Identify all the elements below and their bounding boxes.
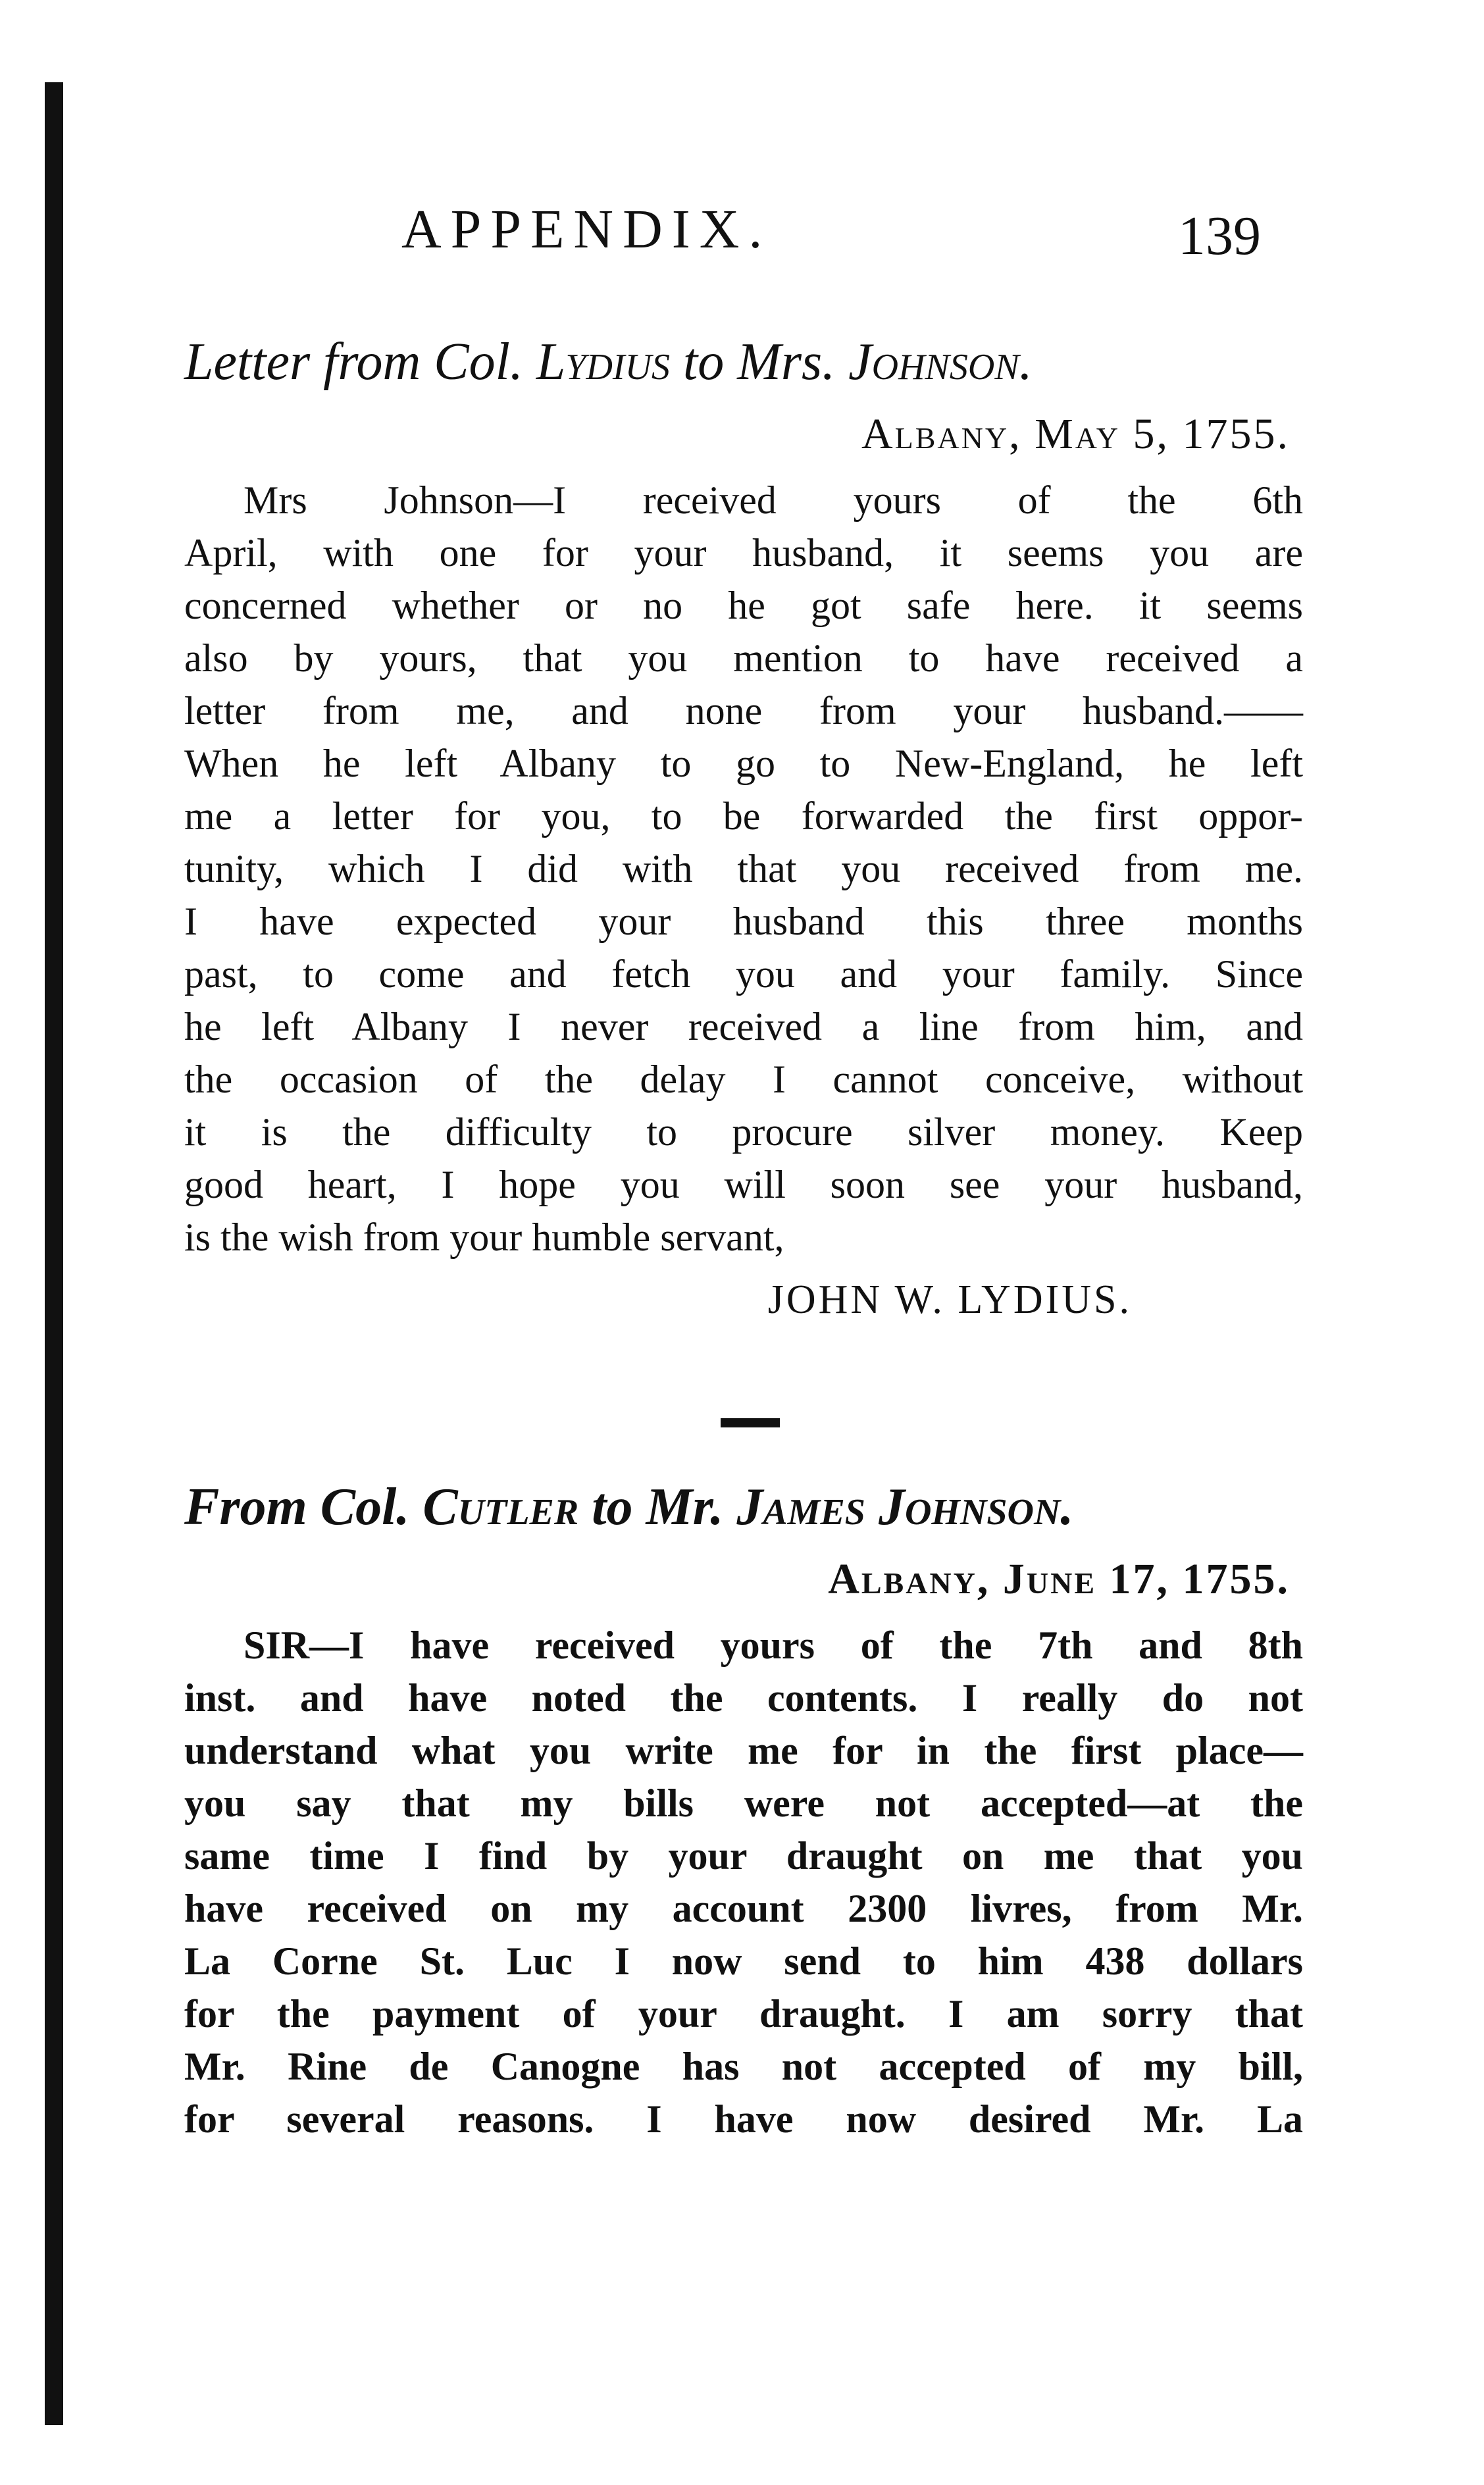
page-binding-edge bbox=[45, 82, 63, 2425]
letter-1-signature: JOHN W. LYDIUS. bbox=[767, 1277, 1132, 1322]
body-line: SIR—I have received yours of the 7th and 8th bbox=[243, 1624, 1303, 1667]
body-line: he left Albany I never received a line from him, and bbox=[184, 1005, 1303, 1048]
body-line: is the wish from your humble servant, bbox=[184, 1216, 784, 1259]
letter-1-title-mid: to Mrs. bbox=[670, 333, 849, 391]
running-head: APPENDIX. bbox=[401, 199, 772, 260]
body-line: same time I find by your draught on me that you bbox=[184, 1834, 1303, 1878]
letter-1-title-prefix: Letter from Col. bbox=[184, 333, 536, 391]
body-line: tunity, which I did with that you received from me. bbox=[184, 847, 1303, 890]
body-line: La Corne St. Luc I now send to him 438 dollars bbox=[184, 1939, 1303, 1983]
body-line: past, to come and fetch you and your family. Since bbox=[184, 952, 1303, 996]
letter-1-title bbox=[184, 322, 1303, 401]
body-line: inst. and have noted the contents. I really do not bbox=[184, 1676, 1303, 1720]
body-line: also by yours, that you mention to have received a bbox=[184, 636, 1303, 680]
body-line: Mrs Johnson—I received yours of the 6th bbox=[243, 478, 1303, 522]
page-number: 139 bbox=[1178, 205, 1261, 267]
letter-1-dateline: Albany, May 5, 1755. bbox=[861, 410, 1290, 458]
letter-2-recipient: James Johnson bbox=[736, 1478, 1061, 1536]
body-line: for several reasons. I have now desired Mr. La bbox=[184, 2097, 1303, 2141]
letter-2-title-prefix: From Col. bbox=[184, 1478, 423, 1536]
letter-2-sender: Cutler bbox=[422, 1478, 579, 1536]
body-line: letter from me, and none from your husband.—— bbox=[184, 689, 1303, 732]
body-line: I have expected your husband this three months bbox=[184, 900, 1303, 943]
letter-2-title-mid: to Mr. bbox=[578, 1478, 737, 1536]
body-line: the occasion of the delay I cannot conceive, without bbox=[184, 1058, 1303, 1101]
body-line: April, with one for your husband, it seems you are bbox=[184, 531, 1303, 575]
body-line: it is the difficulty to procure silver money. Keep bbox=[184, 1110, 1303, 1154]
letter-1-body bbox=[184, 474, 1303, 1264]
letter-1-title-end: . bbox=[1019, 333, 1033, 391]
letter-1-sender: Lydius bbox=[536, 333, 671, 391]
body-line: have received on my account 2300 livres, from Mr. bbox=[184, 1887, 1303, 1930]
body-line: understand what you write me for in the first place— bbox=[184, 1729, 1303, 1772]
page-header bbox=[401, 197, 1323, 276]
section-divider bbox=[721, 1418, 780, 1427]
letter-1 bbox=[184, 322, 1303, 1336]
letter-2-dateline: Albany, June 17, 1755. bbox=[828, 1555, 1290, 1603]
letter-2-body bbox=[184, 1619, 1303, 2145]
letter-1-recipient: Johnson bbox=[848, 333, 1019, 391]
body-line: concerned whether or no he got safe here. it seems bbox=[184, 584, 1303, 627]
body-line: you say that my bills were not accepted—at the bbox=[184, 1781, 1303, 1825]
body-line: me a letter for you, to be forwarded the first oppor- bbox=[184, 794, 1303, 838]
letter-2-title-end: . bbox=[1060, 1478, 1074, 1536]
body-line: good heart, I hope you will soon see your husband, bbox=[184, 1163, 1303, 1206]
body-line: When he left Albany to go to New-England, he left bbox=[184, 742, 1303, 785]
letter-2-title bbox=[184, 1468, 1303, 1547]
body-line: Mr. Rine de Canogne has not accepted of my bill, bbox=[184, 2045, 1303, 2088]
letter-2 bbox=[184, 1468, 1303, 2145]
body-line: for the payment of your draught. I am sorry that bbox=[184, 1992, 1303, 2036]
